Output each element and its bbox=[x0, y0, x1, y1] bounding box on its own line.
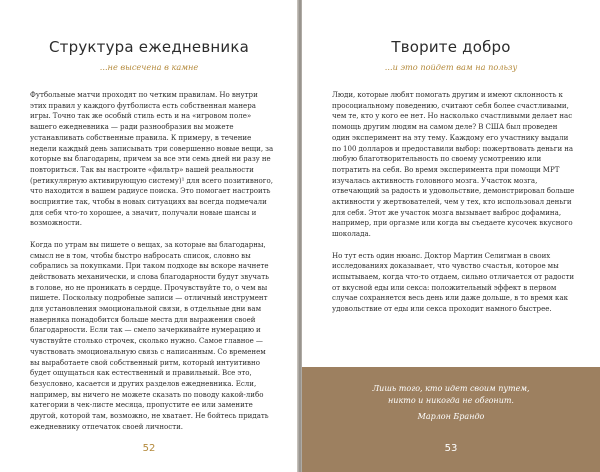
left-page-number: 52 bbox=[142, 443, 156, 454]
quote-text bbox=[302, 383, 600, 407]
quote-line: никто и никогда не обгонит. bbox=[388, 396, 514, 405]
right-page-number: 53 bbox=[444, 443, 458, 454]
quote-line: Лишь того, кто идет своим путем, bbox=[372, 384, 530, 393]
body-paragraph: Футбольные матчи проходят по четким правилам. Но внутри этих правил у каждого футболиста есть собственная манера игры. Точно так же особый стиль есть и на «игровом поле» вашего ежедневника — ради разнообразия вы можете устанавливать собственные правила. К примеру, в течение недели каждый день записывать три совершенно новые вещи, за которые вы благодарны, причем за все эти семь дней ни разу не повториться. Так вы настроите «фильтр» вашей реальности (ретикулярную активирующую систему)¹ для всего позитивного, что находится в вашем радиусе поиска. Это помогает настроить восприятие так, чтобы в новых ситуациях вы всегда подмечали для себя что-то хорошее, а значит, получали новые шансы и возможности. bbox=[30, 90, 274, 228]
left-page-title: Структура ежедневника bbox=[49, 38, 249, 56]
right-page-title: Творите добро bbox=[391, 38, 511, 56]
right-page bbox=[302, 0, 600, 472]
body-paragraph: Когда по утрам вы пишете о вещах, за которые вы благодарны, смысл не в том, чтобы быстро набросать список, словно вы собрались за покупками. При таком подходе вы вскоре начнете действовать механически, и слова благодарности будут звучать в голове, но не проникать в сердце. Прочувствуйте то, о чем вы пишете. Поскольку подробные записи — отличный инструмент для установления эмоциональной связи, в отдельные дни вам наверняка понадобится больше места для выражения своей благодарности. Если так — смело зачеркивайте нумерацию и чувствуйте столько строчек, сколько нужно. Самое главное — чувствовать эмоциональную связь с написанным. Со временем вы выработаете свой собственный ритм, который интуитивно будет ощущаться как естественный и правильный. Все это, безусловно, касается и других разделов ежедневника. Если, например, вы ничего не можете сказать по поводу какой-либо категории в чек-листе месяца, пропустите ее или замените другой, которой там, возможно, не хватает. Не бойтесь придать ежедневнику отпечаток своей личности. bbox=[30, 239, 269, 431]
right-page-subtitle: ...и это пойдет вам на пользу bbox=[384, 62, 518, 72]
body-paragraph: Но тут есть один нюанс. Доктор Мартин Селигман в своих исследованиях доказывает, что чувство счастья, которое мы испытываем, когда что-то отдаем, сильно отличается от радости от вкусной еды или секса: положительный эффект в первом случае сохраняется весь день или даже дольше, в то время как удовольствие от еды или секса проходит намного быстрее. bbox=[332, 250, 575, 314]
quote-block bbox=[302, 367, 600, 472]
right-page-body bbox=[332, 90, 576, 325]
left-page bbox=[0, 0, 298, 472]
quote-author: Марлон Брандо bbox=[417, 412, 485, 421]
body-paragraph: Люди, которые любят помогать другим и имеют склонность к просоциальному поведению, считают себя более счастливыми, чем те, кто у кого ее нет. Но насколько счастливыми делает нас помощь другим людям на самом деле? В США был проведен один эксперимент на эту тему. Каждому его участнику выдали по 100 долларов и предоставили выбор: пожертвовать деньги на любую благотворительность по своему усмотрению или потратить на себя. Во время эксперимента при помощи МРТ изучалась активность головного мозга. Участок мозга, отвечающий за радость и удовольствие, демонстрировал больше активности у жертвователей, чем у тех, кто использовал деньги для себя. Этот же участок мозга вызывает выброс дофамина, например, при оргазме или когда вы съедаете кусочек вкусного шоколада. bbox=[332, 90, 575, 239]
left-page-body bbox=[30, 90, 274, 443]
left-page-subtitle: ...не высечена в камне bbox=[99, 62, 199, 72]
